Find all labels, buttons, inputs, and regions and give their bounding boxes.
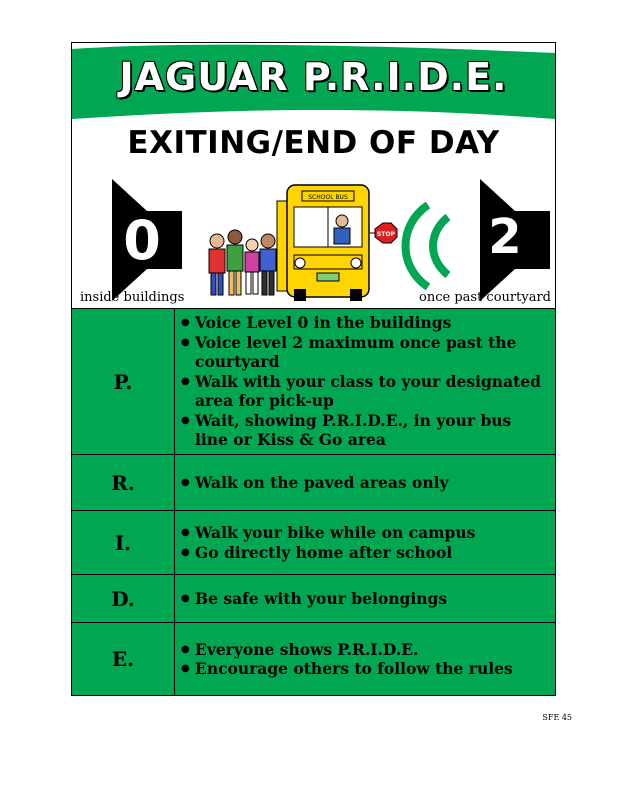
table-row (72, 575, 555, 623)
list-item: ● Walk on the paved areas only (181, 472, 449, 492)
row-letter: P. (72, 309, 175, 454)
table-row (72, 455, 555, 511)
row-items (175, 623, 555, 695)
children-icon (209, 230, 276, 295)
pride-poster (71, 42, 556, 696)
list-item: ● Walk your bike while on campus (181, 523, 476, 542)
table-row (72, 623, 555, 695)
voice-level-2: 2 (488, 209, 522, 265)
list-item: ● Go directly home after school (181, 542, 453, 562)
row-letter: E. (72, 623, 175, 695)
row-items (175, 309, 555, 454)
voice-level-illustration (72, 171, 555, 308)
title-banner (72, 43, 555, 125)
pride-table (72, 308, 555, 696)
row-letter: I. (72, 511, 175, 574)
list-item: ● Voice level 2 maximum once past the courtyard (181, 332, 517, 372)
speaker-icon-left (112, 179, 182, 301)
list-item: ● Everyone shows P.R.I.D.E. (181, 639, 419, 659)
table-row (72, 511, 555, 575)
banner-title: JAGUAR P.R.I.D.E. (119, 55, 508, 99)
page-subtitle: EXITING/END OF DAY (127, 125, 500, 161)
row-letter: R. (72, 455, 175, 510)
row-items (175, 511, 555, 574)
row-items (175, 575, 555, 622)
caption-once-past-courtyard: once past courtyard (419, 290, 551, 305)
sound-waves-icon (406, 205, 449, 287)
bus-sign: SCHOOL BUS (308, 194, 348, 201)
list-item: ● Voice Level 0 in the buildings (181, 313, 452, 333)
list-item: ● Wait, showing P.R.I.D.E., in your bus line or Kiss & Go area (181, 410, 512, 450)
table-row (72, 309, 555, 455)
page-footer: SFE 45 (542, 713, 572, 722)
school-bus-icon (277, 185, 397, 301)
list-item: ● Walk with your class to your designated area for pick-up (181, 371, 541, 411)
row-items (175, 455, 555, 510)
list-item: ● Encourage others to follow the rules (181, 659, 513, 678)
stop-sign: STOP (377, 231, 395, 238)
list-item: ● Be safe with your belongings (181, 588, 448, 608)
caption-inside-buildings: inside buildings (80, 290, 185, 305)
speaker-icon-right (480, 179, 550, 301)
row-letter: D. (72, 575, 175, 622)
voice-level-0: 0 (123, 209, 161, 272)
